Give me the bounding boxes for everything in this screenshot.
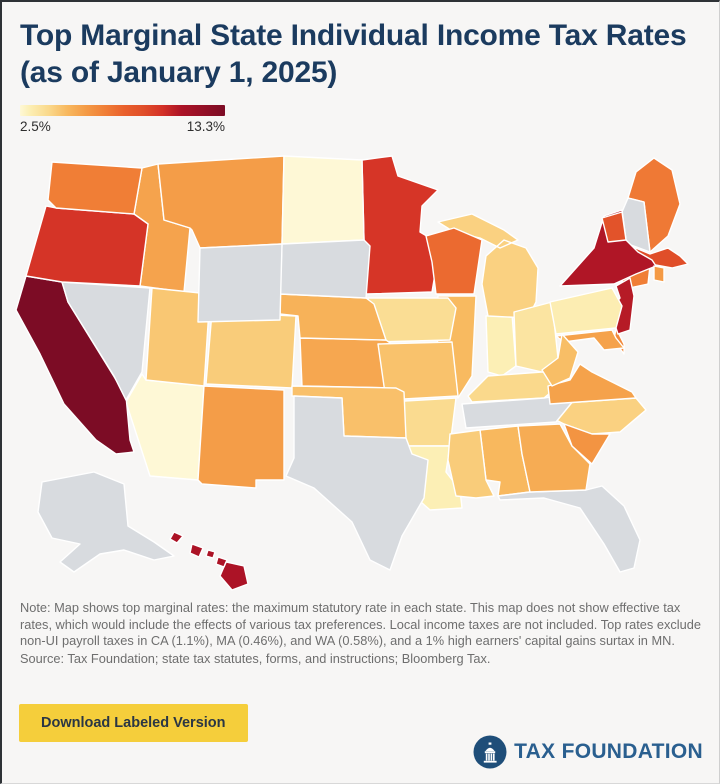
- state-AK[interactable]: [38, 472, 174, 572]
- us-map-svg: [2, 142, 720, 602]
- state-PA[interactable]: [550, 288, 622, 334]
- state-WY[interactable]: [198, 244, 282, 322]
- state-HI[interactable]: [170, 532, 248, 590]
- tax-foundation-logo: [473, 735, 703, 769]
- state-NM[interactable]: [198, 386, 284, 488]
- state-AZ[interactable]: [126, 374, 204, 480]
- state-ND[interactable]: [282, 156, 364, 244]
- page-title: Top Marginal State Individual Income Tax Rates (as of January 1, 2025): [20, 19, 687, 89]
- download-labeled-version-button[interactable]: Download Labeled Version: [19, 704, 248, 742]
- color-legend: [20, 105, 225, 134]
- legend-max-label: 13.3%: [186, 119, 225, 134]
- logo-wordmark: TAX FOUNDATION: [514, 740, 703, 763]
- source-text: Source: Tax Foundation; state tax statutes, forms, and instructions; Bloomberg Tax.: [20, 650, 491, 666]
- state-CO[interactable]: [206, 312, 296, 388]
- legend-min-label: 2.5%: [20, 119, 51, 134]
- state-IN[interactable]: [486, 314, 516, 376]
- capitol-dome-icon: [473, 735, 507, 769]
- legend-gradient-bar: [20, 105, 225, 116]
- state-WA[interactable]: [48, 162, 142, 214]
- state-FL[interactable]: [498, 486, 640, 572]
- us-choropleth-map: [2, 142, 720, 602]
- state-OR[interactable]: [26, 206, 148, 286]
- state-SD[interactable]: [280, 240, 370, 298]
- footnote: [20, 600, 704, 668]
- state-RI[interactable]: [654, 266, 664, 282]
- state-WI[interactable]: [426, 228, 482, 294]
- note-text: Note: Map shows top marginal rates: the maximum statutory rate in each state. This map does not show effective tax rates, which would include the effects of various tax preferences. Local income taxes are not included. Top rates exclude non-UI payroll taxes in CA (1.1%), MA (0.46%), and WA (0.58%), and a 1% high earners' capital gains surtax in MN.: [20, 600, 701, 649]
- state-MN[interactable]: [362, 156, 440, 294]
